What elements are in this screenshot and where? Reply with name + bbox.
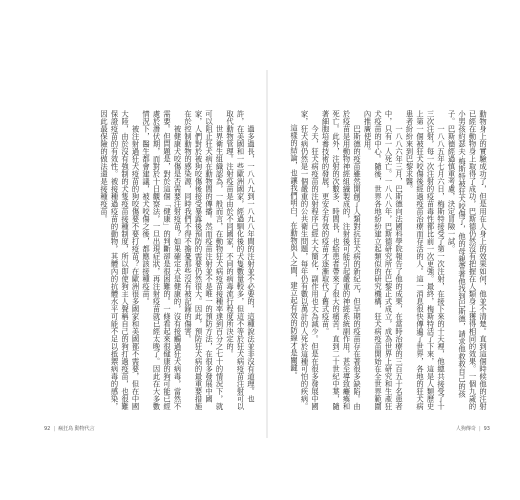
paragraph: 今天，狂犬病疫苗的注射程序已經大大簡化，副作用也大為減少。但是在很多發展中國家，狂犬病仍然是一個嚴重的公共衛生問題，每年仍有數以萬計的人死於這種可怕的疾病。 xyxy=(300,110,320,410)
paragraph: 世界衛生組織認為，一般而言，在動物狂犬病疫苗接種率達到百分之七十的情況下，就可以阻止狂犬病在動物間的傳播。然而疫苗注射並不是唯一的預防方法，在很多發展中國家，人們對於被狗咬傷後接受暴露後預防的需要仍然很大。因此，預防狂犬病的最重要措施在於控制動物的感染源，同時我們不得不擔憂那些沒有被記錄的傷害。 xyxy=(184,110,225,410)
paragraph: 巴斯德的疫苗雖然開創了人類對抗狂犬病的新紀元，但早期的疫苗存在著很多缺陷。由於疫苗是用動物神經組織製成的，注射後可能引起嚴重的神經系統副作用，甚至導致癱瘓和死亡。此外，注射的次數多、時間長，也給患者帶來了很大的痛苦。直到二十世紀中葉，隨著細胞培養技術的發展，更安全有效的疫苗才逐漸取代了舊式疫苗。 xyxy=(321,110,362,410)
book-gutter xyxy=(266,70,268,438)
paragraph: 被健康犬咬傷是否需要注射疫苗？如果確定犬是健康的，沒有接觸過狂犬病毒，當然不需要。但問題是，對於這個「健康」的判斷卻是很困難的。一條看起來很健康的狗可能已經處於潛伏期，而對於十日觀察法，一旦出現症狀，再注射疫苗就已經太晚了。因此在大多數情況下，醫生都會建議，被犬咬傷之後，都應該接種疫苗。 xyxy=(142,110,183,410)
block-quote: 這樣的結論，也讓我們明白，在動物與人之間，建立起有效的防線才是關鍵。 xyxy=(290,124,299,379)
paragraph: 一八八五年七月六日，梅斯特接受了第一次注射，在接下來的十天裡，他總共接受了十三次注射，每一次注射的疫苗毒性都比前一次更強。最終，梅斯特活了下來，這是人類歷史上第一個被狂犬咬傷後經過疫苗治療而存活的人。這一消息很快傳遍了世界，各地的狂犬病患者紛紛來到巴黎求醫。 xyxy=(405,110,446,410)
page-number: 92 xyxy=(44,426,51,432)
right-page-footer: 人狗傳奇 | 93 xyxy=(455,426,490,432)
page-number: 93 xyxy=(483,426,490,432)
paragraph: 被注射過狂犬疫苗的狗咬傷要不要打疫苗？在歐洲很多國家和美國都不需要，但在中國大陸，由於沒有強制的犬隻疫苗接種制度，所以即使狗主人聲稱自己的狗打過疫苗，也很難保證疫苗的有效性。被接種過疫苗的動物，其體內的抗體水平可能不足以抵禦病毒的感染，因此最保險的做法還是接種疫苗。 xyxy=(100,110,141,410)
right-page-text xyxy=(278,110,488,410)
left-page-footer: 92 | 瘋狂鳥 動物代言 xyxy=(44,426,95,432)
paragraph: 動物身上的實驗成功了，但是用在人身上的效果如何，他並不清楚。直到這個時候他的注射已經在動物身上取得了成功，巴斯德仍然沒有把握在人類身上獲得相同的效果。一個九歲的小男孩約瑟夫·梅斯特被狂犬咬傷了，他的母親帶著他找到巴斯德，請求他救救自己的孩子。巴斯德經過慎重考慮，決定冒險一試。 xyxy=(447,110,488,410)
right-page xyxy=(272,70,494,438)
running-title: 瘋狂鳥 動物代言 xyxy=(58,426,95,432)
running-title: 人狗傳奇 xyxy=(455,426,476,432)
paragraph: 過多過長，一八八九到一八九八年間的注射並不必要的，這種說法並非沒有道理。也許，在美國和一些歐洲國家，經過馴化後的犬隻數量較多，但這不等於狂犬病疫苗注射可以取代動物管理。注射疫苗是由於不同國家，不同的病毒流行程度所決定的。 xyxy=(226,110,256,410)
left-page-text xyxy=(46,110,256,410)
left-page xyxy=(40,70,262,438)
paragraph: 一八八六年三月，巴斯德向法國科學院報告了他的成果，在當時治療的三百五十名患者中，只有一人死亡。一八八八年，巴斯德研究所在巴黎正式成立，成為世界上研究和生產狂犬疫苗的中心。隨後，世界各地紛紛建立起類似的研究機構，狂犬病疫苗開始在全世界範圍內推廣使用。 xyxy=(363,110,404,410)
book-spread xyxy=(40,70,494,438)
